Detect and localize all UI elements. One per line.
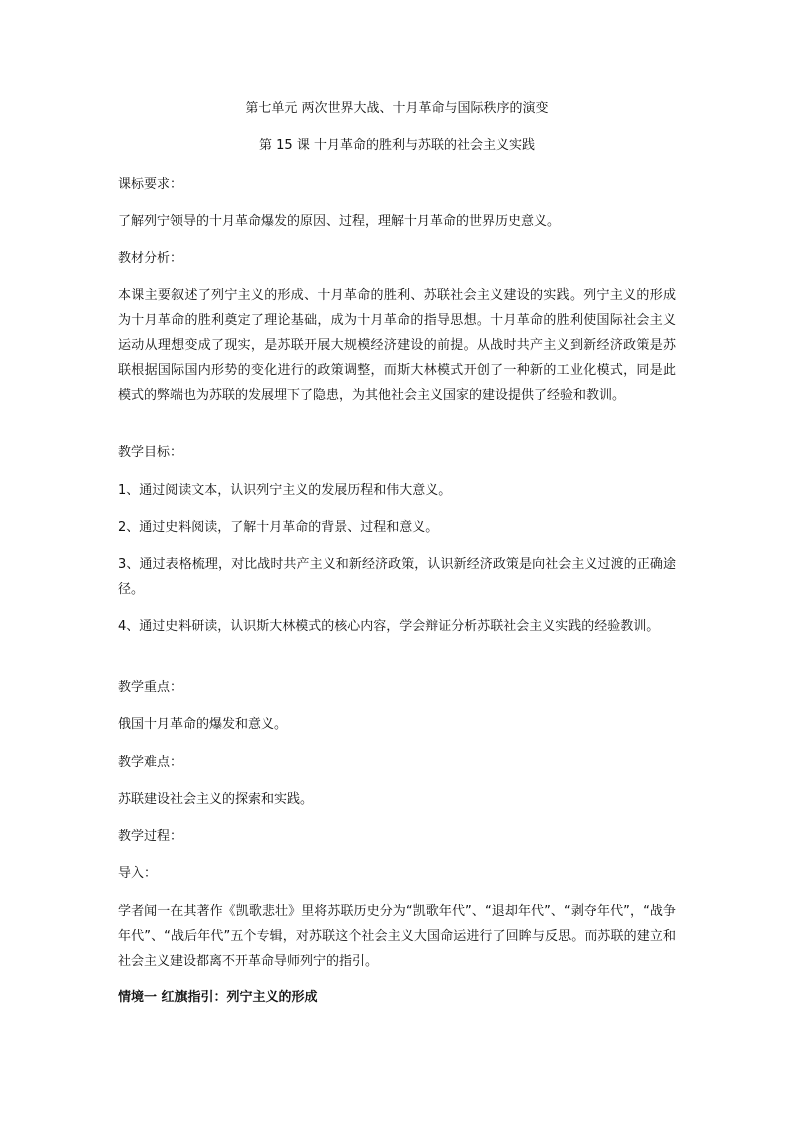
scene1-heading: 情境一 红旗指引：列宁主义的形成 bbox=[118, 990, 318, 1005]
goal-item-1: 1、通过阅读文本，认识列宁主义的发展历程和伟大意义。 bbox=[118, 483, 452, 498]
goal-item-4: 4、通过史料研读，认识斯大林模式的核心内容，学会辩证分析苏联社会主义实践的经验教训。 bbox=[118, 619, 660, 634]
standard-text: 了解列宁领导的十月革命爆发的原因、过程，理解十月革命的世界历史意义。 bbox=[118, 214, 561, 229]
analysis-text: 本课主要叙述了列宁主义的形成、十月革命的胜利、苏联社会主义建设的实践。列宁主义的形成为十月革命的胜利奠定了理论基础，成为十月革命的指导思想。十月革命的胜利使国际社会主义运动从理想变成了现实，是苏联开展大规模经济建设的前提。从战时共产主义到新经济政策是苏联根据国际国内形势的变化进行的政策调整，而斯大林模式开创了一种新的工业化模式，同是此模式的弊端也为苏联的发展埋下了隐患，为其他社会主义国家的建设提供了经验和教训。 bbox=[118, 288, 676, 403]
goal-item-3: 3、通过表格梳理，对比战时共产主义和新经济政策，认识新经济政策是向社会主义过渡的正确途径。 bbox=[118, 557, 676, 597]
lesson-title: 第 15 课 十月革命的胜利与苏联的社会主义实践 bbox=[259, 138, 535, 153]
goals-heading: 教学目标： bbox=[118, 445, 184, 460]
goal-item-2: 2、通过史料阅读，了解十月革命的背景、过程和意义。 bbox=[118, 520, 439, 535]
key-text: 俄国十月革命的爆发和意义。 bbox=[118, 717, 288, 732]
standard-heading: 课标要求： bbox=[118, 177, 184, 192]
intro-heading: 导入： bbox=[118, 866, 158, 881]
difficulty-heading: 教学难点： bbox=[118, 755, 184, 770]
process-heading: 教学过程： bbox=[118, 829, 184, 844]
analysis-heading: 教材分析： bbox=[118, 251, 184, 266]
unit-title: 第七单元 两次世界大战、十月革命与国际秩序的演变 bbox=[245, 101, 549, 116]
difficulty-text: 苏联建设社会主义的探索和实践。 bbox=[118, 792, 314, 807]
intro-text: 学者闻一在其著作《凯歌悲壮》里将苏联历史分为“凯歌年代”、“退却年代”、“剥夺年代”，“战争年代”、“战后年代”五个专辑，对苏联这个社会主义大国命运进行了回眸与反思。而苏联的建立和社会主义建设都离不开革命导师列宁的指引。 bbox=[118, 904, 676, 969]
key-heading: 教学重点： bbox=[118, 680, 184, 695]
